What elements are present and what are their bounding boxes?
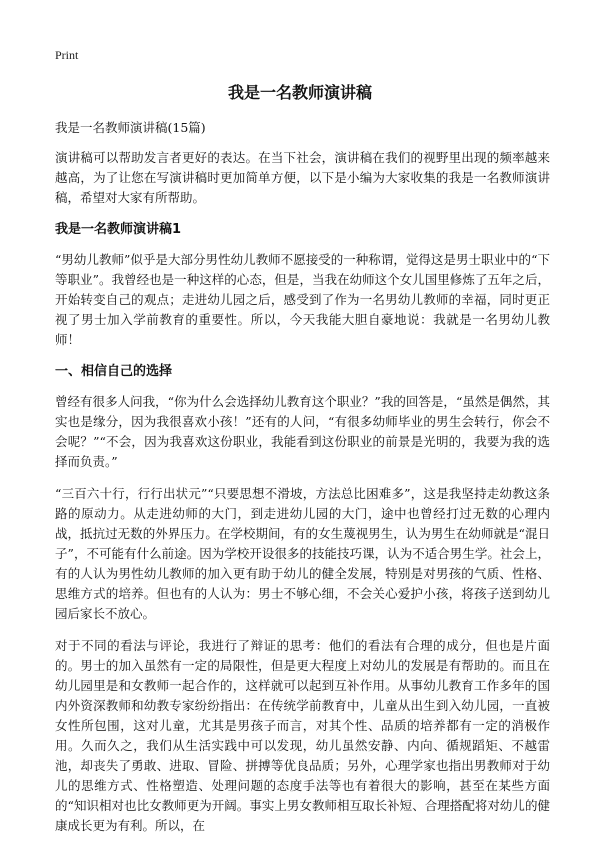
paragraph: 对于不同的看法与评论，我进行了辩证的思考：他们的看法有合理的成分，但也是片面的。男士的加入虽然有一定的局限性，但是更大程度上对幼儿的发展是有帮助的。而且在幼儿园里是和女教师一起合作的，这样就可以起到互补作用。从事幼儿教育工作多年的国内外资深教师和幼教专家纷纷指出：在传统学前教育中，儿童从出生到入幼儿园，一直被女性所包围，这对儿童，尤其是男孩子而言，对其个性、品质的培养都有一定的消极作用。久而久之，我们从生活实践中可以发现，幼儿虽然安静、内向、循规蹈矩、不越雷池，却丧失了勇敢、进取、冒险、拼搏等优良品质；另外，心理学家也指出男教师对于幼儿的思维方式、性格塑造、处理问题的态度手法等也有着很大的影响，甚至在某些方面的“知识相对也比女教师更为开阔。事实上男女教师相互取长补短、合理搭配将对幼儿的健康成长更为有利。所以，在 [55, 638, 550, 833]
paragraph: “三百六十行，行行出状元”“只要思想不滑坡，方法总比困难多”，这是我坚持走幼教这条路的原动力。从走进幼师的大门，到走进幼儿园的大门，途中也曾经打过无数的心理内战，抵抗过无数的外界压力。在学校期间，有的女生蔑视男生，认为男生在幼师就是“混日子”，不可能有什么前途。因为学校开设很多的技能技巧课，认为不适合男生学。社会上，有的人认为男性幼儿教师的加入更有助于幼儿的健全发展，特别是对男孩的气质、性格、思维方式的培养。但也有的人认为：男士不够心细，不会关心爱护小孩，将孩子送到幼儿园后家长不放心。 [55, 486, 550, 621]
document-subtitle: 我是一名教师演讲稿(15篇) [55, 120, 206, 135]
section-heading: 我是一名教师演讲稿1 [55, 222, 182, 237]
paragraph: “男幼儿教师”似乎是大部分男性幼儿教师不愿接受的一种称谓，觉得这是男士职业中的“下等职业”。我曾经也是一种这样的心态，但是，当我在幼师这个女儿国里修炼了五年之后，开始转变自己的观点；走进幼儿园之后，感受到了作为一名男幼儿教师的幸福，同时更正视了男士加入学前教育的重要性。所以，今天我能大胆自豪地说：我就是一名男幼儿教师！ [55, 252, 550, 347]
print-label: Print [55, 48, 79, 62]
subsection-heading: 一、相信自己的选择 [55, 364, 173, 379]
document-title: 我是一名教师演讲稿 [227, 83, 372, 102]
paragraph: 曾经有很多人问我，“你为什么会选择幼儿教育这个职业？”我的回答是，“虽然是偶然，其实也是缘分，因为我很喜欢小孩！”还有的人问，“有很多幼师毕业的男生会转行，你会不会呢？”“不会，因为我喜欢这份职业，我能看到这份职业的前景是光明的，我要为我的选择而负责。” [55, 394, 550, 469]
document-body [55, 118, 550, 848]
intro-paragraph: 演讲稿可以帮助发言者更好的表达。在当下社会，演讲稿在我们的视野里出现的频率越来越高，为了让您在写演讲稿时更加简单方便，以下是小编为大家收集的我是一名教师演讲稿，希望对大家有所帮助。 [55, 150, 550, 205]
